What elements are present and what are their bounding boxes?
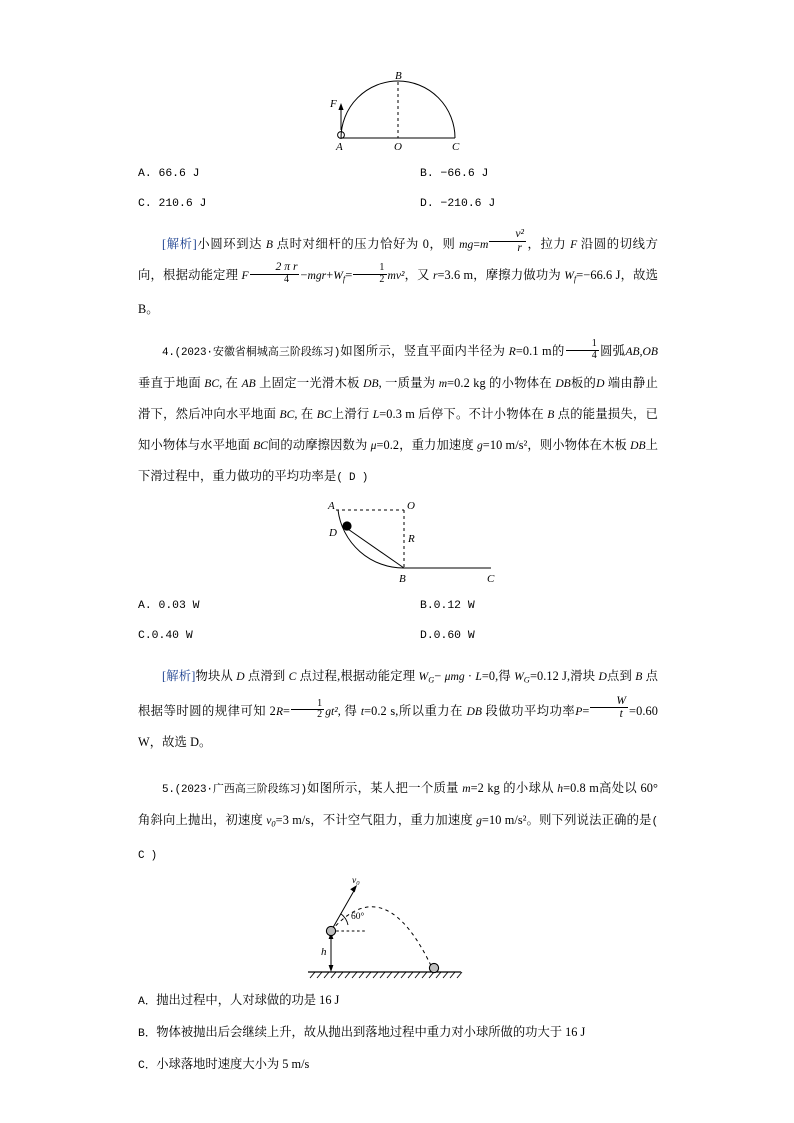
q4-source: (2023·安徽省桐城高三阶段练习) xyxy=(174,347,341,360)
q4-DB-2: DB xyxy=(555,377,571,391)
q3-sol-r: r xyxy=(432,269,438,282)
q3-option-b[interactable]: B. −66.6 J xyxy=(420,168,489,180)
q5-stem xyxy=(138,773,658,871)
q4-m: m xyxy=(438,377,448,391)
q3-sol-Wf2: W xyxy=(564,269,574,282)
q4-sol-s19: = xyxy=(283,703,291,718)
q4-BC-4: BC xyxy=(253,439,268,453)
q4-sol-s7: − xyxy=(434,669,445,684)
q3-sol-fraction-half: $\frac{1}{2}$ xyxy=(353,263,386,286)
q3-solution-paragraph xyxy=(138,229,658,324)
q4-sol-D1: D xyxy=(236,670,245,684)
q5-t6: 高处以 60° 角斜向上抛出，初速度 xyxy=(138,780,659,827)
q4-sol-t: t xyxy=(360,704,365,718)
q3-options-row-1 xyxy=(138,159,658,189)
q5-source: (2023·广西高三阶段练习) xyxy=(174,783,307,796)
q4-options xyxy=(138,591,658,651)
q5-t11: 下列说法正确的是 xyxy=(551,812,652,827)
q4-sol-gt2: gt² xyxy=(325,704,338,718)
q4-option-c[interactable]: C.0.40 W xyxy=(138,630,193,643)
q4-number: 4. xyxy=(162,347,175,360)
q4-t13: =0.2 kg 的小物体在 xyxy=(447,376,556,391)
q3-option-d[interactable]: D. −210.6 J xyxy=(420,198,496,210)
q4-L: L xyxy=(372,408,380,422)
q3-sol-t6: − xyxy=(300,268,308,282)
q4-stem xyxy=(138,336,658,493)
q5-option-b[interactable] xyxy=(138,1017,658,1049)
q5-option-c-tag: C． xyxy=(138,1059,157,1072)
q4-sol-s3: 点滑到 xyxy=(244,669,289,684)
q3-sol-t2: 点时对细杆的压力恰好为 0，则 xyxy=(272,237,460,251)
q3-sol-point-B: B xyxy=(265,238,273,251)
figure-q3-label-F: F xyxy=(330,98,337,110)
q4-sol-s17: 点根据等时圆的规律可知 2 xyxy=(138,669,659,718)
q3-sol-t9: ，又 xyxy=(404,268,433,282)
q5-v0-sub: 0 xyxy=(271,818,276,828)
q4-answer-key: ( D ) xyxy=(336,472,369,485)
figure-q4-quarter-circle xyxy=(138,497,658,589)
q4-sol-s1: 物块从 xyxy=(195,669,237,684)
q3-sol-mg: mg xyxy=(459,238,474,251)
q4-t26: 的能量损失，已知小物体与水平地面 xyxy=(138,407,658,453)
q4-t9: 上固定一光滑木板 xyxy=(255,376,364,391)
q4-sol-s9: · xyxy=(464,669,476,684)
q4-t28: 间的动摩擦因数为 xyxy=(267,438,371,453)
q4-sol-s15: 点到 xyxy=(606,669,636,684)
q5-number: 5. xyxy=(162,783,175,796)
q4-t2: =0.1 m的 xyxy=(515,344,565,359)
q4-R: R xyxy=(508,345,516,359)
q4-option-d[interactable]: D.0.60 W xyxy=(420,630,475,643)
q3-sol-Wf2-sub: f xyxy=(573,274,577,284)
figure-q5-label-v0: $v_0$ xyxy=(351,875,359,887)
q4-sol-R: R xyxy=(275,704,284,718)
q4-t7: , 在 xyxy=(219,376,242,391)
q4-option-b[interactable]: B.0.12 W xyxy=(420,600,475,613)
q3-sol-Wf: W xyxy=(333,269,343,282)
q3-sol-Wf-sub: f xyxy=(342,274,346,284)
q5-option-a[interactable] xyxy=(138,985,658,1017)
q3-sol-fraction-arc: $\frac{\text{2 π r}}{4}$ xyxy=(250,261,300,285)
q4-g: g xyxy=(477,439,483,453)
q3-sol-fraction-v2-r: $\frac{\text{v²}}{r}$ xyxy=(489,228,526,254)
q4-t1: 如图所示，竖直平面内半径为 xyxy=(340,344,509,359)
q3-options-row-2 xyxy=(138,189,658,219)
q5-t8: =3 m/s，不计空气阻力，重力加速度 xyxy=(275,812,477,827)
q3-sol-t1: 小圆环到达 xyxy=(196,237,266,251)
q4-sol-WG2-sub: G xyxy=(523,675,530,685)
q5-option-a-text: 抛出过程中，人对球做的功是 16 J xyxy=(156,992,340,1007)
q4-seg-OB: ,OB xyxy=(639,345,658,359)
q3-sol-t3: ，拉力 xyxy=(526,237,571,251)
q3-option-c[interactable]: C. 210.6 J xyxy=(138,198,207,210)
q4-sol-s11: =0,得 xyxy=(481,669,515,684)
q5-g: g xyxy=(476,813,482,827)
q4-sol-s13: =0.12 J,滑块 xyxy=(529,669,599,684)
q4-fraction-quarter: $\frac{1}{4}$ xyxy=(566,339,599,362)
q5-option-c-text: 小球落地时速度大小为 5 m/s xyxy=(156,1056,310,1071)
q3-options xyxy=(138,159,658,219)
q4-sol-s5: 点过程,根据动能定理 xyxy=(296,669,419,684)
q4-sol-WG2: W xyxy=(514,670,524,684)
q4-solution-label: [解析] xyxy=(162,669,196,684)
q4-t11: , 一质量为 xyxy=(378,376,439,391)
q4-mu: μ xyxy=(370,439,377,453)
figure-q3-label-A: A xyxy=(336,141,343,153)
q3-sol-t4: 沿圆的切线方向， xyxy=(138,237,658,282)
q3-sol-m: m xyxy=(479,238,489,251)
q4-sol-s21: , 得 xyxy=(337,703,361,718)
q3-sol-F2: F xyxy=(241,269,249,282)
q4-sol-s28: =0.60 W，故选 D。 xyxy=(138,703,659,749)
q4-t15: 板的 xyxy=(570,376,597,391)
q4-sol-mumg: μmg xyxy=(444,670,465,684)
figure-q4-label-C: C xyxy=(486,573,494,586)
figure-q4-label-R: R xyxy=(407,533,415,546)
q4-D: D xyxy=(596,377,605,391)
q3-sol-mv2: mv² xyxy=(387,269,405,282)
q4-t17: 端由静止滑下，然后冲向水平地面 xyxy=(138,376,658,422)
q4-t23: =0.3 m 后停下。不计小物体在 xyxy=(379,407,548,422)
q4-sol-s27: = xyxy=(582,703,590,718)
q5-t10: =10 m/s²。则 xyxy=(481,812,552,827)
q3-sol-mgr: mgr xyxy=(307,269,327,282)
q4-t30: =0.2，重力加速度 xyxy=(376,438,477,453)
q4-sol-B: B xyxy=(635,670,643,684)
q4-t19: , 在 xyxy=(294,407,317,422)
figure-q3-label-O: O xyxy=(394,141,402,153)
q5-option-b-text: 物体被抛出后会继续上升，故从抛出到落地过程中重力对小球所做的功大于 16 J xyxy=(156,1024,586,1039)
q4-sol-L: L xyxy=(475,670,482,684)
q4-t3: 圆弧 xyxy=(599,344,626,359)
q4-sol-fraction-half: $\frac{1}{2}$ xyxy=(291,699,324,722)
q4-arc-AB: AB xyxy=(625,345,640,359)
q4-options-row-2 xyxy=(138,621,658,651)
q3-sol-t10: =3.6 m，摩擦力做功为 xyxy=(437,268,565,282)
q5-t1: 如图所示，某人把一个质量 xyxy=(306,780,463,795)
figure-q4-label-D: D xyxy=(328,527,337,540)
q4-sol-P: P xyxy=(575,704,583,718)
q4-BC-1: BC xyxy=(204,377,220,391)
figure-q5-svg xyxy=(286,875,511,983)
q4-sol-s25: 段做功平均功率 xyxy=(481,703,576,718)
q4-sol-D2: D xyxy=(598,670,607,684)
q4-options-row-1 xyxy=(138,591,658,621)
q3-option-a[interactable]: A. 66.6 J xyxy=(138,168,200,180)
q5-option-b-tag: B． xyxy=(138,1027,157,1040)
q4-sol-WG1-sub: G xyxy=(428,675,435,685)
q5-t5: =0.8 m xyxy=(563,780,599,795)
figure-q4-label-B: B xyxy=(398,573,406,586)
q3-sol-t7: + xyxy=(326,268,334,282)
figure-q5-label-h: h xyxy=(320,945,326,958)
q3-sol-t11: =−66.6 J，故选 B。 xyxy=(138,268,659,317)
q5-answer-key: ( C ) xyxy=(138,815,658,862)
q4-t32: =10 m/s²，则小物体在木板 xyxy=(482,438,631,453)
q4-BC-3: BC xyxy=(316,408,332,422)
q4-t21: 上滑行 xyxy=(331,407,373,422)
figure-q5-projectile xyxy=(138,875,658,983)
q4-t5: 垂直于地面 xyxy=(138,376,205,391)
figure-q4-label-A: A xyxy=(327,500,335,513)
figure-q5-label-angle: 60° xyxy=(350,911,364,922)
q5-t3: =2 kg 的小球从 xyxy=(470,780,558,795)
page-content xyxy=(138,70,658,1081)
q4-sol-fraction-WG-t: $\frac{W}{t}$ xyxy=(590,695,628,721)
q4-DB-3: DB xyxy=(630,439,646,453)
q4-t34: 上下滑过程中，重力做功的平均功率是 xyxy=(138,438,658,484)
q4-t25: 点 xyxy=(554,407,571,422)
figure-q4-label-O: O xyxy=(406,500,415,513)
q4-sol-WG1: W xyxy=(418,670,429,684)
q4-AB-2: AB xyxy=(241,377,256,391)
q5-option-a-tag: A． xyxy=(138,995,157,1008)
figure-q3-label-B: B xyxy=(395,70,402,82)
figure-q3-label-C: C xyxy=(452,141,460,153)
q4-sol-s23: =0.2 s,所以重力在 xyxy=(364,703,467,718)
q4-sol-DB: DB xyxy=(466,704,482,718)
q3-solution-label: [解析] xyxy=(162,237,197,251)
q5-h: h xyxy=(557,781,564,795)
q3-sol-t5: 根据动能定理 xyxy=(163,268,242,282)
q4-DB-1: DB xyxy=(363,377,379,391)
q5-options xyxy=(138,985,658,1081)
q3-sol-t8: = xyxy=(345,268,353,282)
q3-sol-force-F: F xyxy=(570,238,578,251)
figure-q4-svg xyxy=(291,497,506,589)
q5-v0: v xyxy=(266,813,272,827)
q4-option-a[interactable]: A. 0.03 W xyxy=(138,600,200,613)
q5-option-c[interactable] xyxy=(138,1049,658,1081)
q4-BC-2: BC xyxy=(279,408,295,422)
figure-q3-semicircular-rod xyxy=(138,70,658,155)
q4-solution-paragraph xyxy=(138,661,658,756)
q4-B: B xyxy=(547,408,555,422)
q4-sol-C: C xyxy=(288,670,297,684)
q5-m: m xyxy=(462,781,471,795)
figure-q3-svg xyxy=(303,70,493,155)
q3-sol-eq1: = xyxy=(473,238,480,251)
